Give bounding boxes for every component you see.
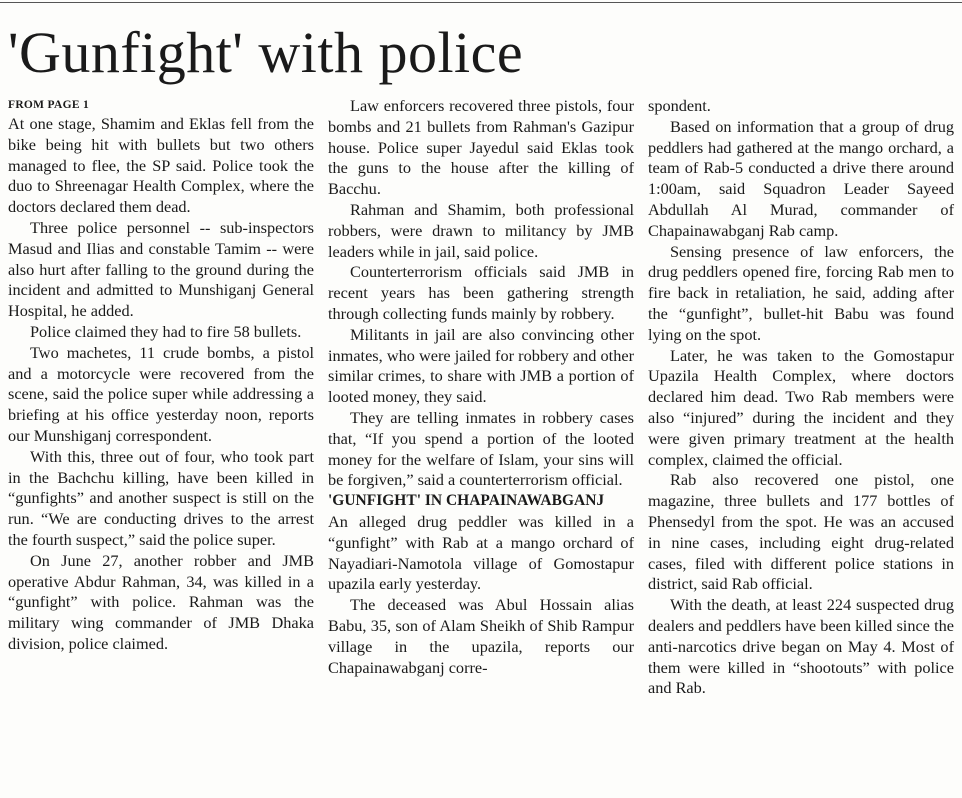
paragraph: Later, he was taken to the Gomostapur Upazila Health Complex, where doctors declared him dead. Two Rab members were also “injured” during the incident and they were given primary treatment at the health complex, claimed the official. (648, 345, 954, 469)
article-body (8, 96, 954, 796)
paragraph: Counterterrorism officials said JMB in recent years has been gathering strength through collecting funds mainly by robbery. (328, 262, 634, 323)
column-1 (8, 96, 314, 796)
paragraph: An alleged drug peddler was killed in a “gunfight” with Rab at a mango orchard of Nayadiari-Namotola village of Gomostapur upazila early yesterday. (328, 511, 634, 594)
paragraph: On June 27, another robber and JMB operative Abdur Rahman, 34, was killed in a “gunfight” with police. Rahman was the military wing commander of JMB Dhaka division, police claimed. (8, 550, 314, 653)
paragraph: Rahman and Shamim, both professional robbers, were drawn to militancy by JMB leaders while in jail, said police. (328, 199, 634, 261)
paragraph: At one stage, Shamim and Eklas fell from the bike being hit with bullets but two others managed to flee, the SP said. Police took the duo to Shreenagar Health Complex, where the doctors declared them dead. (8, 114, 314, 217)
paragraph: The deceased was Abul Hossain alias Babu, 35, son of Alam Sheikh of Shib Rampur village in the upazila, reports our Chapainawabganj corre- (328, 595, 634, 677)
column-3 (648, 96, 954, 796)
paragraph: Two machetes, 11 crude bombs, a pistol and a motorcycle were recovered from the scene, said the police super while addressing a briefing at his office yesterday noon, reports our Munshiganj correspondent. (8, 342, 314, 445)
paragraph: Rab also recovered one pistol, one magazine, three bullets and 177 bottles of Phensedyl from the spot. He was an accused in nine cases, including eight drug-related cases, filed with different police stations in district, said Rab official. (648, 470, 954, 594)
paragraph-continued: spondent. (648, 96, 711, 115)
column-2 (328, 96, 634, 796)
kicker: FROM PAGE 1 (8, 99, 90, 111)
paragraph: With the death, at least 224 suspected drug dealers and peddlers have been killed since the anti-narcotics drive began on May 4. Most of them were killed in “shootouts” with police and Rab. (648, 595, 954, 698)
paragraph: Sensing presence of law enforcers, the drug peddlers opened fire, forcing Rab men to fire back in retaliation, he said, adding after the “gunfight”, bullet-hit Babu was found lying on the spot. (648, 241, 954, 344)
paragraph: Militants in jail are also convincing other inmates, who were jailed for robbery and other similar crimes, to share with JMB a portion of looted money, they said. (328, 324, 634, 407)
paragraph: Three police personnel -- sub-inspectors Masud and Ilias and constable Tamim -- were also hurt after falling to the ground during the incident and admitted to Munshiganj General Hospital, he added. (8, 217, 314, 321)
paragraph: They are telling inmates in robbery cases that, “If you spend a portion of the looted money for the welfare of Islam, your sins will be forgiven,” said a counterterrorism official. (328, 407, 634, 490)
paragraph: With this, three out of four, who took part in the Bachchu killing, have been killed in “gunfights” and another suspect is still on the run. “We are conducting drives to the arrest the fourth suspect,” said the police super. (8, 446, 314, 549)
top-rule (0, 2, 962, 3)
paragraph: Police claimed they had to fire 58 bullets. (30, 321, 302, 341)
paragraph: Based on information that a group of drug peddlers had gathered at the mango orchard, a team of Rab-5 conducted a drive there around 1:00am, said Squadron Leader Sayeed Abdullah Al Murad, commander of Chapainawabganj Rab camp. (648, 116, 954, 240)
headline: 'Gunfight' with police (8, 20, 524, 85)
paragraph: Law enforcers recovered three pistols, four bombs and 21 bullets from Rahman's Gazipur house. Police super Jayedul said Eklas took the guns to the house after the killing of Bacchu. (328, 96, 634, 199)
subheading: 'GUNFIGHT' IN CHAPAINAWABGANJ (328, 492, 605, 510)
